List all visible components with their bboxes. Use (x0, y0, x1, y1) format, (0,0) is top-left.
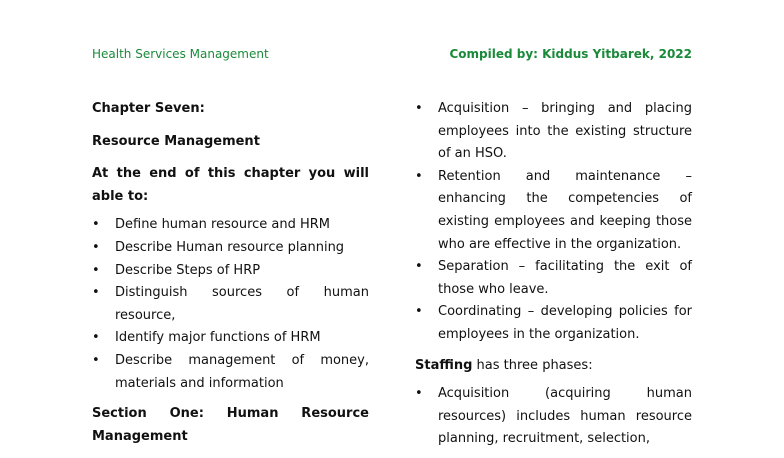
list-item: • Coordinating – developing policies for employees in the organization. (415, 301, 692, 346)
list-item: • Describe Steps of HRP (92, 260, 369, 283)
list-item: • Retention and maintenance – enhancing the competencies of existing employees and keeping those who are effective in the organization. (415, 166, 692, 256)
list-item: • Acquisition – bringing and placing employees into the existing structure of an HSO. (415, 98, 692, 166)
list-item: • Separation – facilitating the exit of those who leave. (415, 256, 692, 301)
hrm-functions-list (415, 98, 692, 347)
section-heading: Section One: Human Resource Management (92, 406, 369, 444)
list-item: • Define human resource and HRM (92, 214, 369, 237)
staffing-text: has three phases: (472, 357, 593, 373)
running-header-left: Health Services Management (92, 47, 269, 61)
chapter-label: Chapter Seven: (92, 101, 205, 116)
list-item: • Distinguish sources of human resource, (92, 282, 369, 327)
list-item: • Describe management of money, materials and information (92, 350, 369, 395)
right-column (415, 98, 692, 451)
list-item: • Describe Human resource planning (92, 237, 369, 260)
staffing-term: Staffing (415, 357, 473, 373)
objectives-list (92, 214, 369, 395)
list-item: • Identify major functions of HRM (92, 327, 369, 350)
running-header-right: Compiled by: Kiddus Yitbarek, 2022 (449, 47, 692, 61)
chapter-title: Resource Management (92, 133, 260, 149)
objectives-intro: At the end of this chapter you will able to: (92, 166, 369, 204)
staffing-paragraph (415, 355, 692, 378)
left-column (92, 98, 369, 458)
list-item: • Acquisition (acquiring human resources) includes human resource planning, recruitment, selection, (415, 383, 692, 451)
